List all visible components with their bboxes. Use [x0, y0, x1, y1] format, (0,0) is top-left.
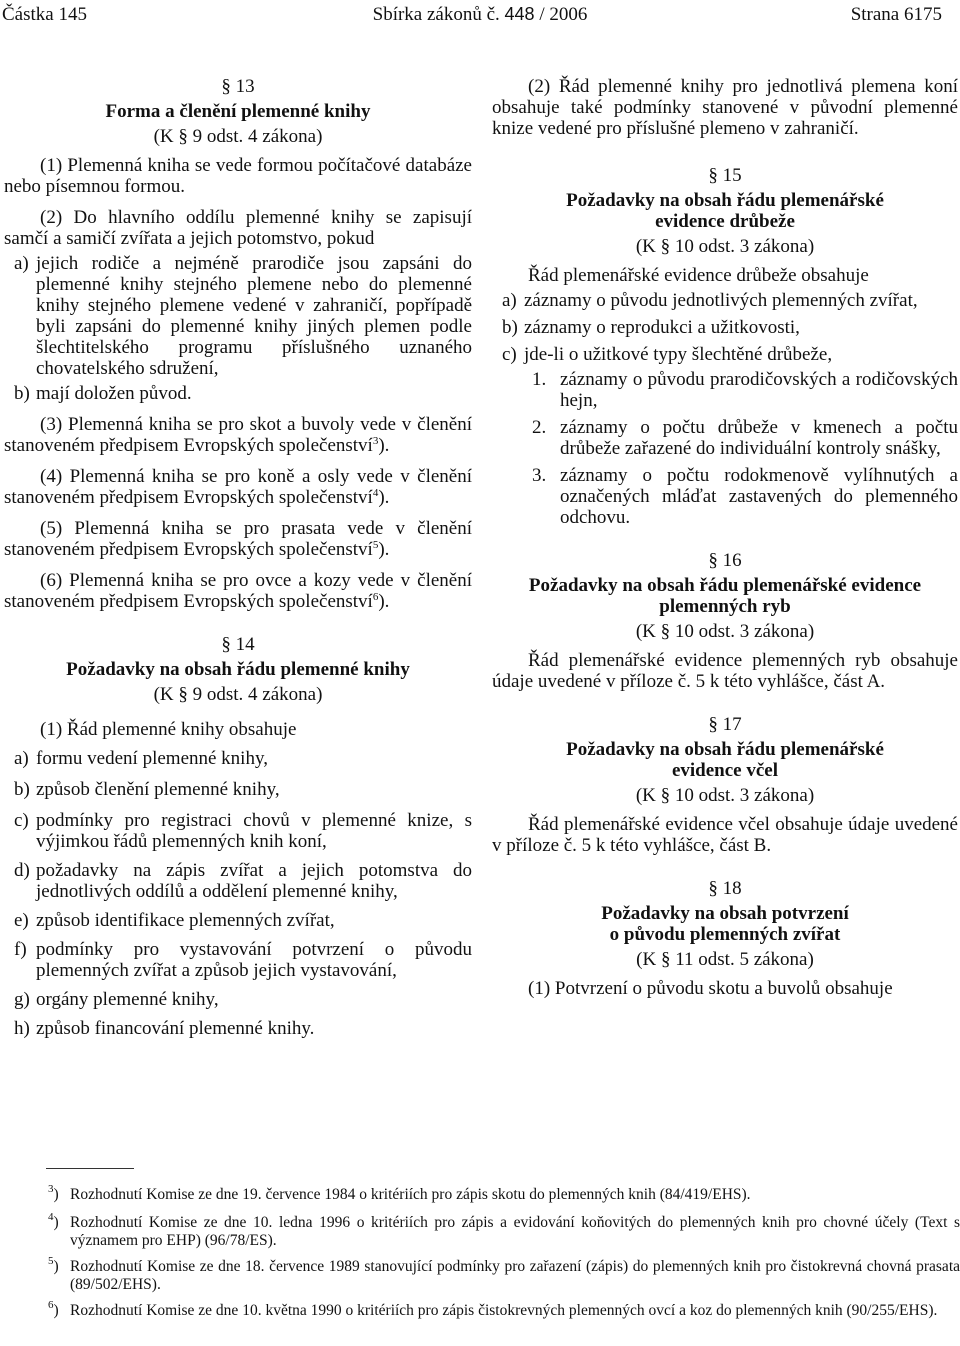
- footnote-marker: $^3$): [48, 1183, 59, 1203]
- para-end: ).: [378, 487, 390, 508]
- list-marker: f): [14, 939, 27, 960]
- list-marker: h): [14, 1018, 30, 1039]
- list-text: orgány plemenné knihy,: [36, 989, 219, 1010]
- section-15-intro: Řád plemenářské evidence drůbeže obsahuje: [528, 265, 869, 286]
- section-13-para-4: [4, 466, 472, 508]
- section-15-ref: (K § 10 odst. 3 zákona): [635, 236, 815, 257]
- list-text: záznamy o reprodukci a užitkovosti,: [524, 317, 800, 338]
- para-text: (4) Plemenná kniha se pro koně a osly vede v členění stanoveném předpisem Evropských společenství: [4, 466, 472, 508]
- section-14-para-1: (1) Řád plemenné knihy obsahuje: [40, 719, 297, 740]
- footnote-marker: $^4$): [48, 1211, 59, 1231]
- section-18-para-1: (1) Potvrzení o původu skotu a buvolů obsahuje: [528, 978, 893, 999]
- page-header: [0, 4, 960, 26]
- header-collection: [0, 4, 960, 26]
- list-marker: b): [502, 317, 518, 338]
- sub-list-item: [492, 417, 958, 459]
- list-item: [4, 1018, 472, 1039]
- list-item: [492, 344, 958, 365]
- list-text: formu vedení plemenné knihy,: [36, 748, 268, 769]
- section-16-text: Řád plemenářské evidence plemenných ryb obsahuje údaje uvedené v příloze č. 5 k této vyhlášce, část A.: [492, 650, 958, 692]
- footnote-text: Rozhodnutí Komise ze dne 10. května 1990 o kritériích pro zápis čistokrevných plemenných ovcí a koz do plemenných knih (90/255/EHS).: [70, 1302, 938, 1319]
- list-item: [4, 383, 472, 404]
- footnote: [48, 1211, 960, 1250]
- list-marker: a): [502, 290, 517, 311]
- list-item: [4, 779, 472, 800]
- section-13-para-6: [4, 570, 472, 612]
- header-collection-number: 448: [504, 4, 535, 24]
- section-18-ref: (K § 11 odst. 5 zákona): [636, 949, 814, 970]
- header-part: Částka 145: [2, 4, 87, 25]
- list-item: [4, 253, 472, 379]
- sub-list-marker: 3.: [532, 465, 547, 486]
- para-end: ).: [378, 435, 390, 456]
- footnote-number: 5: [48, 1255, 54, 1267]
- list-text: požadavky na zápis zvířat a jejich potomstva do jednotlivých oddílů a oddělení plemenné knihy,: [36, 860, 472, 902]
- list-text: mají doložen původ.: [36, 383, 192, 404]
- list-text: jde-li o užitkové typy šlechtěné drůbeže,: [524, 344, 833, 365]
- footnote-text: Rozhodnutí Komise ze dne 19. července 1984 o kritériích pro zápis skotu do plemenných knih (84/419/EHS).: [70, 1186, 751, 1203]
- list-item: [4, 810, 472, 852]
- section-15-title-line-2: evidence drůbeže: [655, 211, 795, 232]
- list-marker: c): [14, 810, 29, 831]
- section-14-ref: (K § 9 odst. 4 zákona): [153, 684, 323, 705]
- footnote-marker: $^5$): [48, 1255, 59, 1275]
- section-13-title: Forma a členění plemenné knihy: [105, 101, 371, 122]
- sub-list-marker: 1.: [532, 369, 547, 390]
- section-15-title-line-1: Požadavky na obsah řádu plemenářské: [566, 190, 884, 211]
- footnote: [48, 1183, 960, 1204]
- section-14-number: § 14: [221, 634, 255, 655]
- list-marker: g): [14, 989, 30, 1010]
- footnote-number: 6: [48, 1299, 54, 1311]
- sub-list-marker: 2.: [532, 417, 547, 438]
- section-13-para-3: [4, 414, 472, 456]
- left-column: [4, 76, 472, 1039]
- section-17-ref: (K § 10 odst. 3 zákona): [635, 785, 815, 806]
- section-13-ref: (K § 9 odst. 4 zákona): [153, 126, 323, 147]
- list-item: [4, 748, 472, 769]
- section-13-para-5: [4, 518, 472, 560]
- sub-list-text: záznamy o počtu drůbeže v kmenech a počtu drůbeže zařazené do individuální kontroly snášky,: [560, 417, 958, 459]
- list-text: jejich rodiče a nejméně prarodiče jsou zapsáni do plemenné knihy stejného plemene nebo do plemenné knihy stejného plemene vedené v zahraničí, popřípadě byli zapsáni do plemenné knihy jiných plemen podle šlechtitelského programu příslušného uznaného chovatelského sdružení,: [36, 253, 472, 379]
- footnote: [48, 1299, 960, 1320]
- section-13-para-2: (2) Do hlavního oddílu plemenné knihy se zapisují samčí a samičí zvířata a jejich potomstvo, pokud: [4, 207, 472, 249]
- list-marker: b): [14, 383, 30, 404]
- right-column: [492, 76, 958, 999]
- para-end: ).: [378, 539, 390, 560]
- list-text: podmínky pro registraci chovů v plemenné knize, s výjimkou řádů plemenných knih koní,: [36, 810, 472, 852]
- header-collection-year: / 2006: [534, 4, 588, 25]
- section-16-number: § 16: [708, 550, 742, 571]
- footnote-number: 3: [48, 1183, 54, 1195]
- section-17-text: Řád plemenářské evidence včel obsahuje údaje uvedené v příloze č. 5 k této vyhlášce, část B.: [492, 814, 958, 856]
- list-marker: e): [14, 910, 29, 931]
- footnote-text: Rozhodnutí Komise ze dne 18. července 1989 stanovující podmínky pro zařazení (zápis) do plemenných knih pro čistokrevná chovná prasata (89/502/EHS).: [70, 1258, 960, 1293]
- sub-list-text: záznamy o počtu rodokmenově vylíhnutých a označených mláďat zastavených do plemenného odchovu.: [560, 465, 958, 528]
- list-marker: d): [14, 860, 30, 881]
- section-16-title-line-2: plemenných ryb: [659, 596, 791, 617]
- list-text: způsob financování plemenné knihy.: [36, 1018, 315, 1039]
- sub-list-text: záznamy o původu prarodičovských a rodičovských hejn,: [560, 369, 958, 411]
- list-item: [492, 317, 958, 338]
- list-marker: c): [502, 344, 517, 365]
- para-text: (6) Plemenná kniha se pro ovce a kozy vede v členění stanoveném předpisem Evropských společenství: [4, 570, 472, 612]
- header-page-number: Strana 6175: [850, 4, 942, 25]
- list-marker: a): [14, 748, 29, 769]
- list-marker: b): [14, 779, 30, 800]
- footnote-divider: [46, 1168, 134, 1169]
- list-text: způsob členění plemenné knihy,: [36, 779, 280, 800]
- section-16-ref: (K § 10 odst. 3 zákona): [635, 621, 815, 642]
- section-18-title-line-2: o původu plemenných zvířat: [609, 924, 841, 945]
- list-marker: a): [14, 253, 29, 274]
- para-text: (3) Plemenná kniha se pro skot a buvoly vede v členění stanoveném předpisem Evropských společenství: [4, 414, 472, 456]
- sub-list-item: [492, 369, 958, 411]
- list-text: podmínky pro vystavování potvrzení o původu plemenných zvířat a způsob jejich vystavování,: [36, 939, 472, 981]
- list-item: [4, 860, 472, 902]
- header-collection-text: Sbírka zákonů č.: [372, 4, 505, 25]
- list-item: [4, 939, 472, 981]
- section-13-number: § 13: [221, 76, 255, 97]
- footnote-ref: 6: [372, 591, 379, 603]
- section-18-title-line-1: Požadavky na obsah potvrzení: [601, 903, 849, 924]
- section-18-number: § 18: [708, 878, 742, 899]
- para-text: (5) Plemenná kniha se pro prasata vede v členění stanoveném předpisem Evropských společenství: [4, 518, 472, 560]
- list-text: způsob identifikace plemenných zvířat,: [36, 910, 335, 931]
- section-14-title: Požadavky na obsah řádu plemenné knihy: [66, 659, 410, 680]
- footnote-marker: $^6$): [48, 1299, 59, 1319]
- section-17-number: § 17: [708, 714, 742, 735]
- list-item: [492, 290, 958, 311]
- list-item: [4, 910, 472, 931]
- section-14-para-2: (2) Řád plemenné knihy pro jednotlivá plemena koní obsahuje také podmínky stanovené v původní plemenné knize vedené pro příslušné plemeno v zahraničí.: [492, 76, 958, 139]
- section-13-para-1: (1) Plemenná kniha se vede formou počítačové databáze nebo písemnou formou.: [4, 155, 472, 197]
- footnote-ref: 3: [372, 435, 379, 447]
- footnote-text: Rozhodnutí Komise ze dne 10. ledna 1996 o kritériích pro zápis a evidování koňovitých do plemenných knih pro chovné účely (Text s významem pro EHP) (96/78/ES).: [70, 1214, 960, 1249]
- para-end: ).: [378, 591, 390, 612]
- footnote-ref: 5: [372, 539, 379, 551]
- footnote-number: 4: [48, 1211, 54, 1223]
- section-16-title-line-1: Požadavky na obsah řádu plemenářské evidence: [528, 575, 922, 596]
- list-item: [4, 989, 472, 1010]
- footnote-ref: 4: [372, 487, 379, 499]
- section-17-title-line-2: evidence včel: [671, 760, 779, 781]
- list-text: záznamy o původu jednotlivých plemenných zvířat,: [524, 290, 918, 311]
- section-17-title-line-1: Požadavky na obsah řádu plemenářské: [566, 739, 884, 760]
- footnote: [48, 1255, 960, 1294]
- sub-list-item: [492, 465, 958, 528]
- section-15-number: § 15: [708, 165, 742, 186]
